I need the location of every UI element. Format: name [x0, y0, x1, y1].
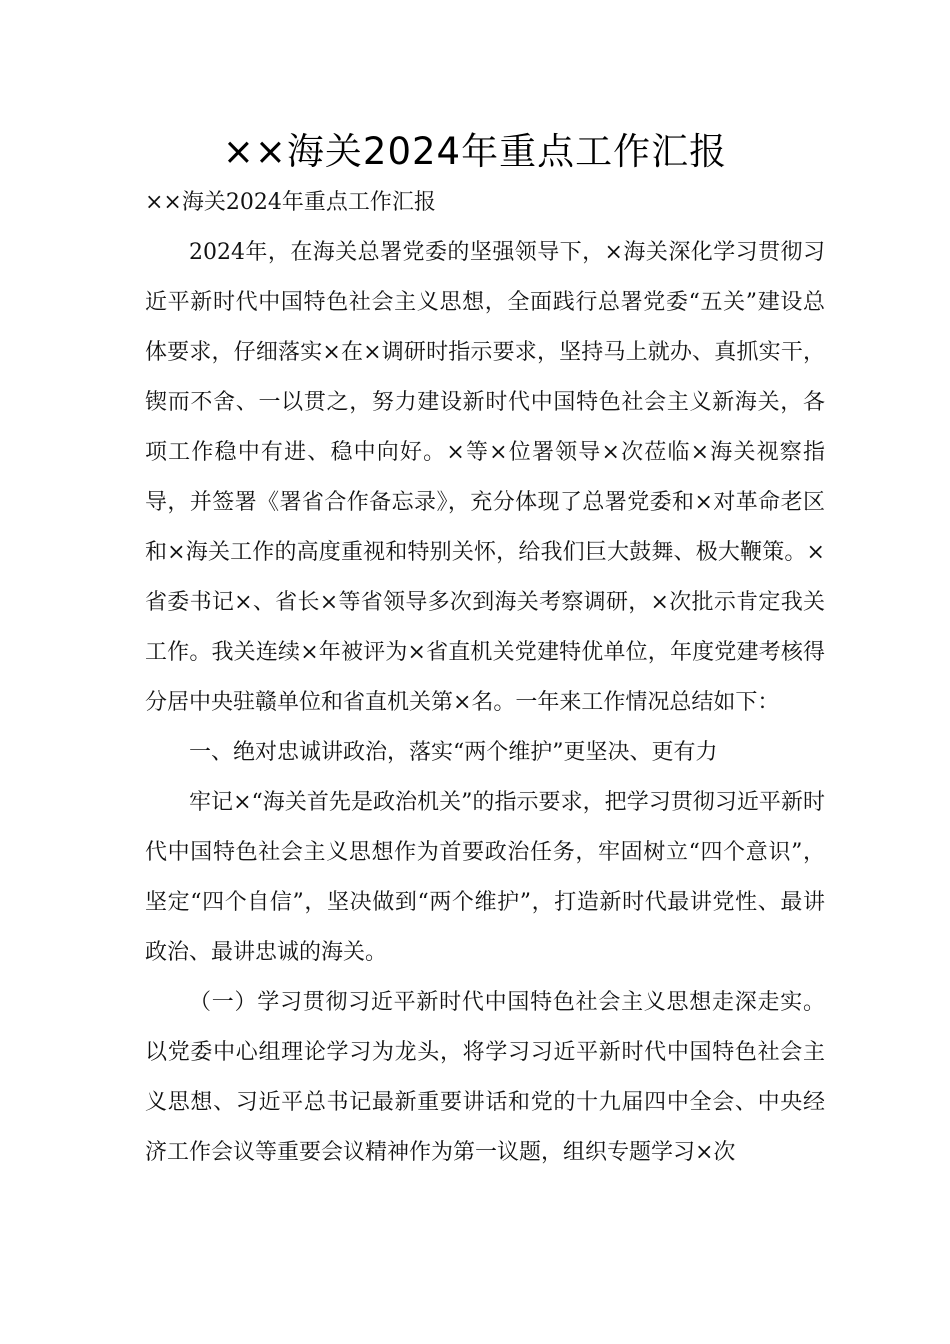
section-heading-1: 一、绝对忠诚讲政治，落实“两个维护”更坚决、更有力	[189, 740, 718, 765]
paragraph-intro: 2024年，在海关总署党委的坚强领导下，×海关深化学习贯彻习近平新时代中国特色社会主义思想，全面践行总署党委“五关”建设总体要求，仔细落实×在×调研时指示要求，坚持马上就办、真抓实干，锲而不舍、一以贯之，努力建设新时代中国特色社会主义新海关，各项工作稳中有进、稳中向好。×等×位署领导×次莅临×海关视察指导，并签署《署省合作备忘录》，充分体现了总署党委和×对革命老区和×海关工作的高度重视和特别关怀，给我们巨大鼓舞、极大鞭策。×省委书记×、省长×等省领导多次到海关考察调研，×次批示肯定我关工作。我关连续×年被评为×省直机关党建特优单位，年度党建考核得分居中央驻赣单位和省直机关第×名。一年来工作情况总结如下：	[145, 240, 825, 715]
paragraph-section-1: 牢记×“海关首先是政治机关”的指示要求，把学习贯彻习近平新时代中国特色社会主义思想作为首要政治任务，牢固树立“四个意识”，坚定“四个自信”，坚决做到“两个维护”，打造新时代最讲党性、最讲政治、最讲忠诚的海关。	[145, 790, 825, 965]
paragraph-subsection-1: （一）学习贯彻习近平新时代中国特色社会主义思想走深走实。以党委中心组理论学习为龙头，将学习习近平新时代中国特色社会主义思想、习近平总书记最新重要讲话和党的十九届四中全会、中央经济工作会议等重要会议精神作为第一议题，组织专题学习×次	[145, 990, 825, 1165]
document-subtitle: ××海关2024年重点工作汇报	[145, 190, 436, 215]
document-body	[145, 178, 825, 1178]
document-title: ××海关2024年重点工作汇报	[222, 130, 728, 173]
